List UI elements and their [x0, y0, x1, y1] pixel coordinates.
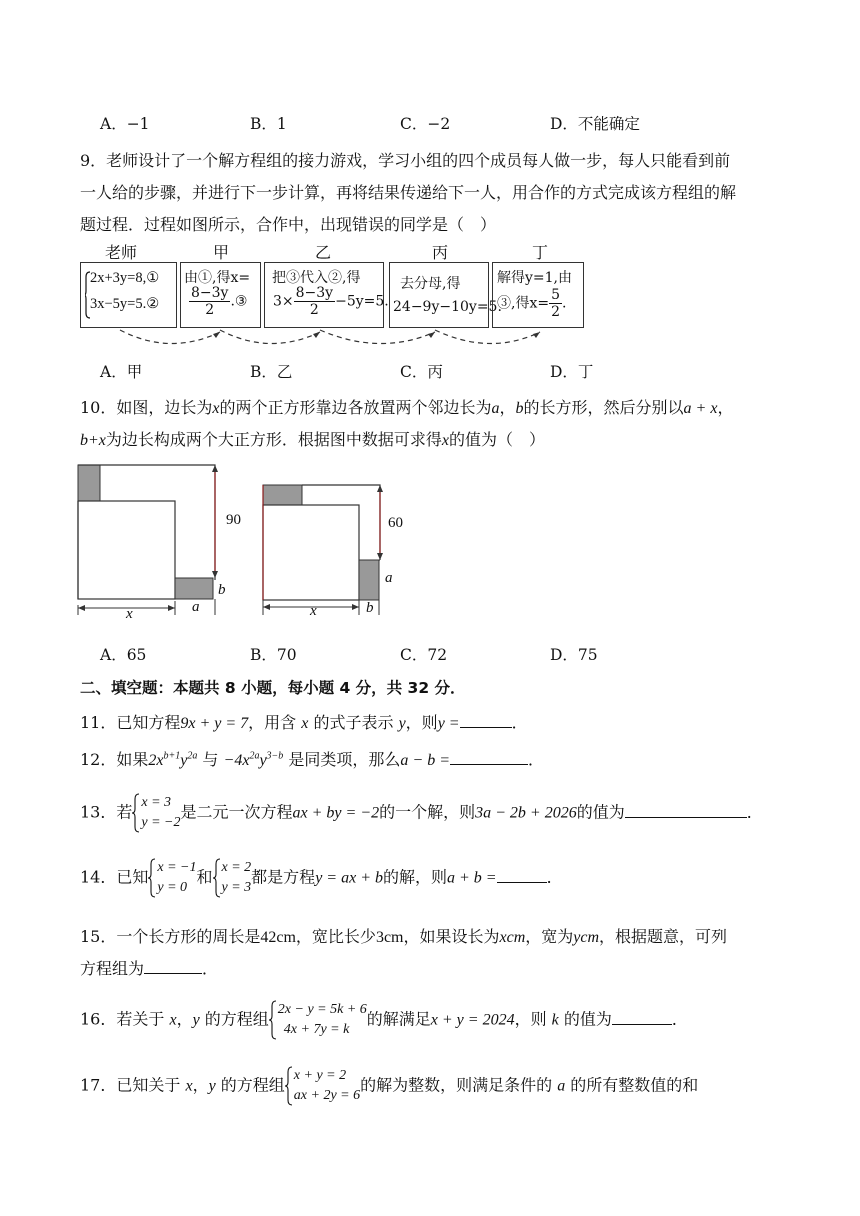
q17: 17．已知关于 x，y 的方程组 x + y = 2 ax + 2y = 6 的解为整数，则满足条件的 a 的所有整数值的和 [80, 1066, 698, 1106]
q10-figure-1 [70, 455, 250, 625]
fig-header-ding: 丁 [532, 243, 549, 262]
q8-option-d: D．不能确定 [550, 115, 640, 133]
q8-option-a: A．−1 [100, 115, 150, 133]
q16: 16．若关于 x，y 的方程组 2x − y = 5k + 6 4x + 7y = k 的解满足x + y = 2024，则 k 的值为 ． [80, 1000, 688, 1040]
fig2-label-x: x [310, 603, 317, 619]
q11: 11．已知方程9x + y = 7，用含 x 的式子表示 y，则y = ． [80, 713, 528, 732]
teacher-eq1: 2x+3y=8,① [90, 270, 160, 286]
brace-icon [213, 858, 221, 898]
q16-answer-blank[interactable] [612, 1010, 672, 1025]
yi-pre: 3× [273, 293, 294, 310]
fig1-label-b: b [218, 582, 226, 598]
q10-options [100, 643, 780, 665]
q10-option-d: D．75 [550, 646, 598, 664]
fig2-label-b: b [366, 600, 374, 616]
fig-header-jia: 甲 [213, 243, 230, 262]
q10-option-c: C．72 [400, 646, 448, 664]
q9-option-d: D．丁 [550, 363, 594, 381]
q10-figure-2 [255, 475, 405, 625]
q14: 14．已知 x = −1 y = 0 和 x = 2 y = 3 都是方程y = ax + b的解，则a + b = ． [80, 858, 563, 898]
ding-fraction: $\frac{5}{2}$ [551, 287, 560, 320]
fig-header-bing: 丙 [432, 243, 449, 262]
yi-step-box [264, 262, 389, 328]
bing-step-box [389, 262, 502, 328]
section-heading: 二、填空题：本题共 8 小题，每小题 4 分，共 32 分． [80, 679, 466, 697]
q14-system-1: x = −1 y = 0 [148, 858, 196, 898]
brace-icon [269, 1000, 277, 1040]
q9-text-line1: 9．老师设计了一个解方程组的接力游戏，学习小组的四个成员每人做一步，每人只能看到前 [80, 151, 731, 170]
q9-options [100, 360, 780, 382]
q16-system: 2x − y = 5k + 6 4x + 7y = k [269, 1000, 367, 1040]
fig-header-teacher: 老师 [105, 243, 138, 262]
bing-line2: 24−9y−10y=5. [393, 299, 502, 315]
q10-option-a: A．65 [100, 646, 147, 664]
q8-option-b: B．1 [250, 115, 287, 133]
q15-line2: 方程组为 ． [80, 959, 219, 978]
brace-icon [132, 793, 140, 833]
fig1-label-x: x [126, 606, 133, 622]
q11-answer-blank[interactable] [460, 713, 512, 728]
brace-icon [285, 1066, 293, 1106]
q15-answer-blank[interactable] [144, 959, 202, 974]
q13-system: x = 3 y = −2 [132, 793, 180, 833]
q9-option-c: C．丙 [400, 363, 443, 381]
q9-option-a: A．甲 [100, 363, 143, 381]
q9-text-line2: 一人给的步骤，并进行下一步计算，再将结果传递给下一人，用合作的方式完成该方程组的解 [80, 183, 737, 202]
jia-fraction: $\frac{8-3y}{2}$ [191, 285, 229, 318]
ding-step-box [492, 262, 584, 328]
fig1-label-90: 90 [226, 512, 241, 528]
jia-step-box [180, 262, 261, 328]
q12-answer-blank[interactable] [450, 750, 528, 765]
ding-line1: 解得y=1,由 [497, 270, 572, 286]
q17-system: x + y = 2 ax + 2y = 6 [285, 1066, 360, 1106]
jia-line1: 由①,得x= [184, 270, 251, 286]
q10-text-line1: 10．如图，边长为x的两个正方形靠边各放置两个邻边长为a，b的长方形，然后分别以a + x， [80, 398, 734, 417]
q14-answer-blank[interactable] [497, 868, 547, 883]
yi-line1: 把③代入②,得 [272, 270, 361, 286]
q9-option-b: B．乙 [250, 363, 293, 381]
relay-arrows [80, 326, 590, 356]
q13: 13．若 x = 3 y = −2 是二元一次方程ax + by = −2的一个解，则3a − 2b + 2026的值为 ． [80, 793, 763, 833]
fig-header-yi: 乙 [315, 243, 332, 262]
fig2-label-a: a [385, 570, 393, 586]
q14-system-2: x = 2 y = 3 [213, 858, 252, 898]
ding-tail: . [562, 295, 567, 312]
q12: 12．如果$2x^{b+1}y^{2a}$ 与 $-4x^{2a}y^{3-b}$ 是同类项，那么a − b = ． [80, 750, 544, 769]
q8-options [100, 112, 780, 134]
yi-fraction: $\frac{8-3y}{2}$ [295, 285, 334, 318]
q13-answer-blank[interactable] [625, 803, 747, 818]
teacher-eq2: 3x−5y=5.② [90, 296, 160, 312]
q15-line1: 15．一个长方形的周长是42cm，宽比长少3cm，如果设长为xcm，宽为ycm，根据题意，可列 [80, 927, 728, 946]
q9-text-line3: 题过程．过程如图所示，合作中，出现错误的同学是（ ） [80, 215, 497, 234]
q8-option-c: C．−2 [400, 115, 451, 133]
q10-text-line2: b+x为边长构成两个大正方形．根据图中数据可求得x的值为（ ） [80, 430, 546, 449]
ding-pre: ③,得x= [497, 295, 550, 312]
fig2-label-60: 60 [388, 515, 403, 531]
brace-icon [148, 858, 156, 898]
teacher-step-box [80, 262, 177, 328]
jia-tail: .③ [230, 293, 248, 310]
yi-tail: −5y=5. [335, 293, 389, 310]
bing-line1: 去分母,得 [400, 276, 461, 292]
q10-option-b: B．70 [250, 646, 297, 664]
fig1-label-a: a [192, 599, 200, 615]
